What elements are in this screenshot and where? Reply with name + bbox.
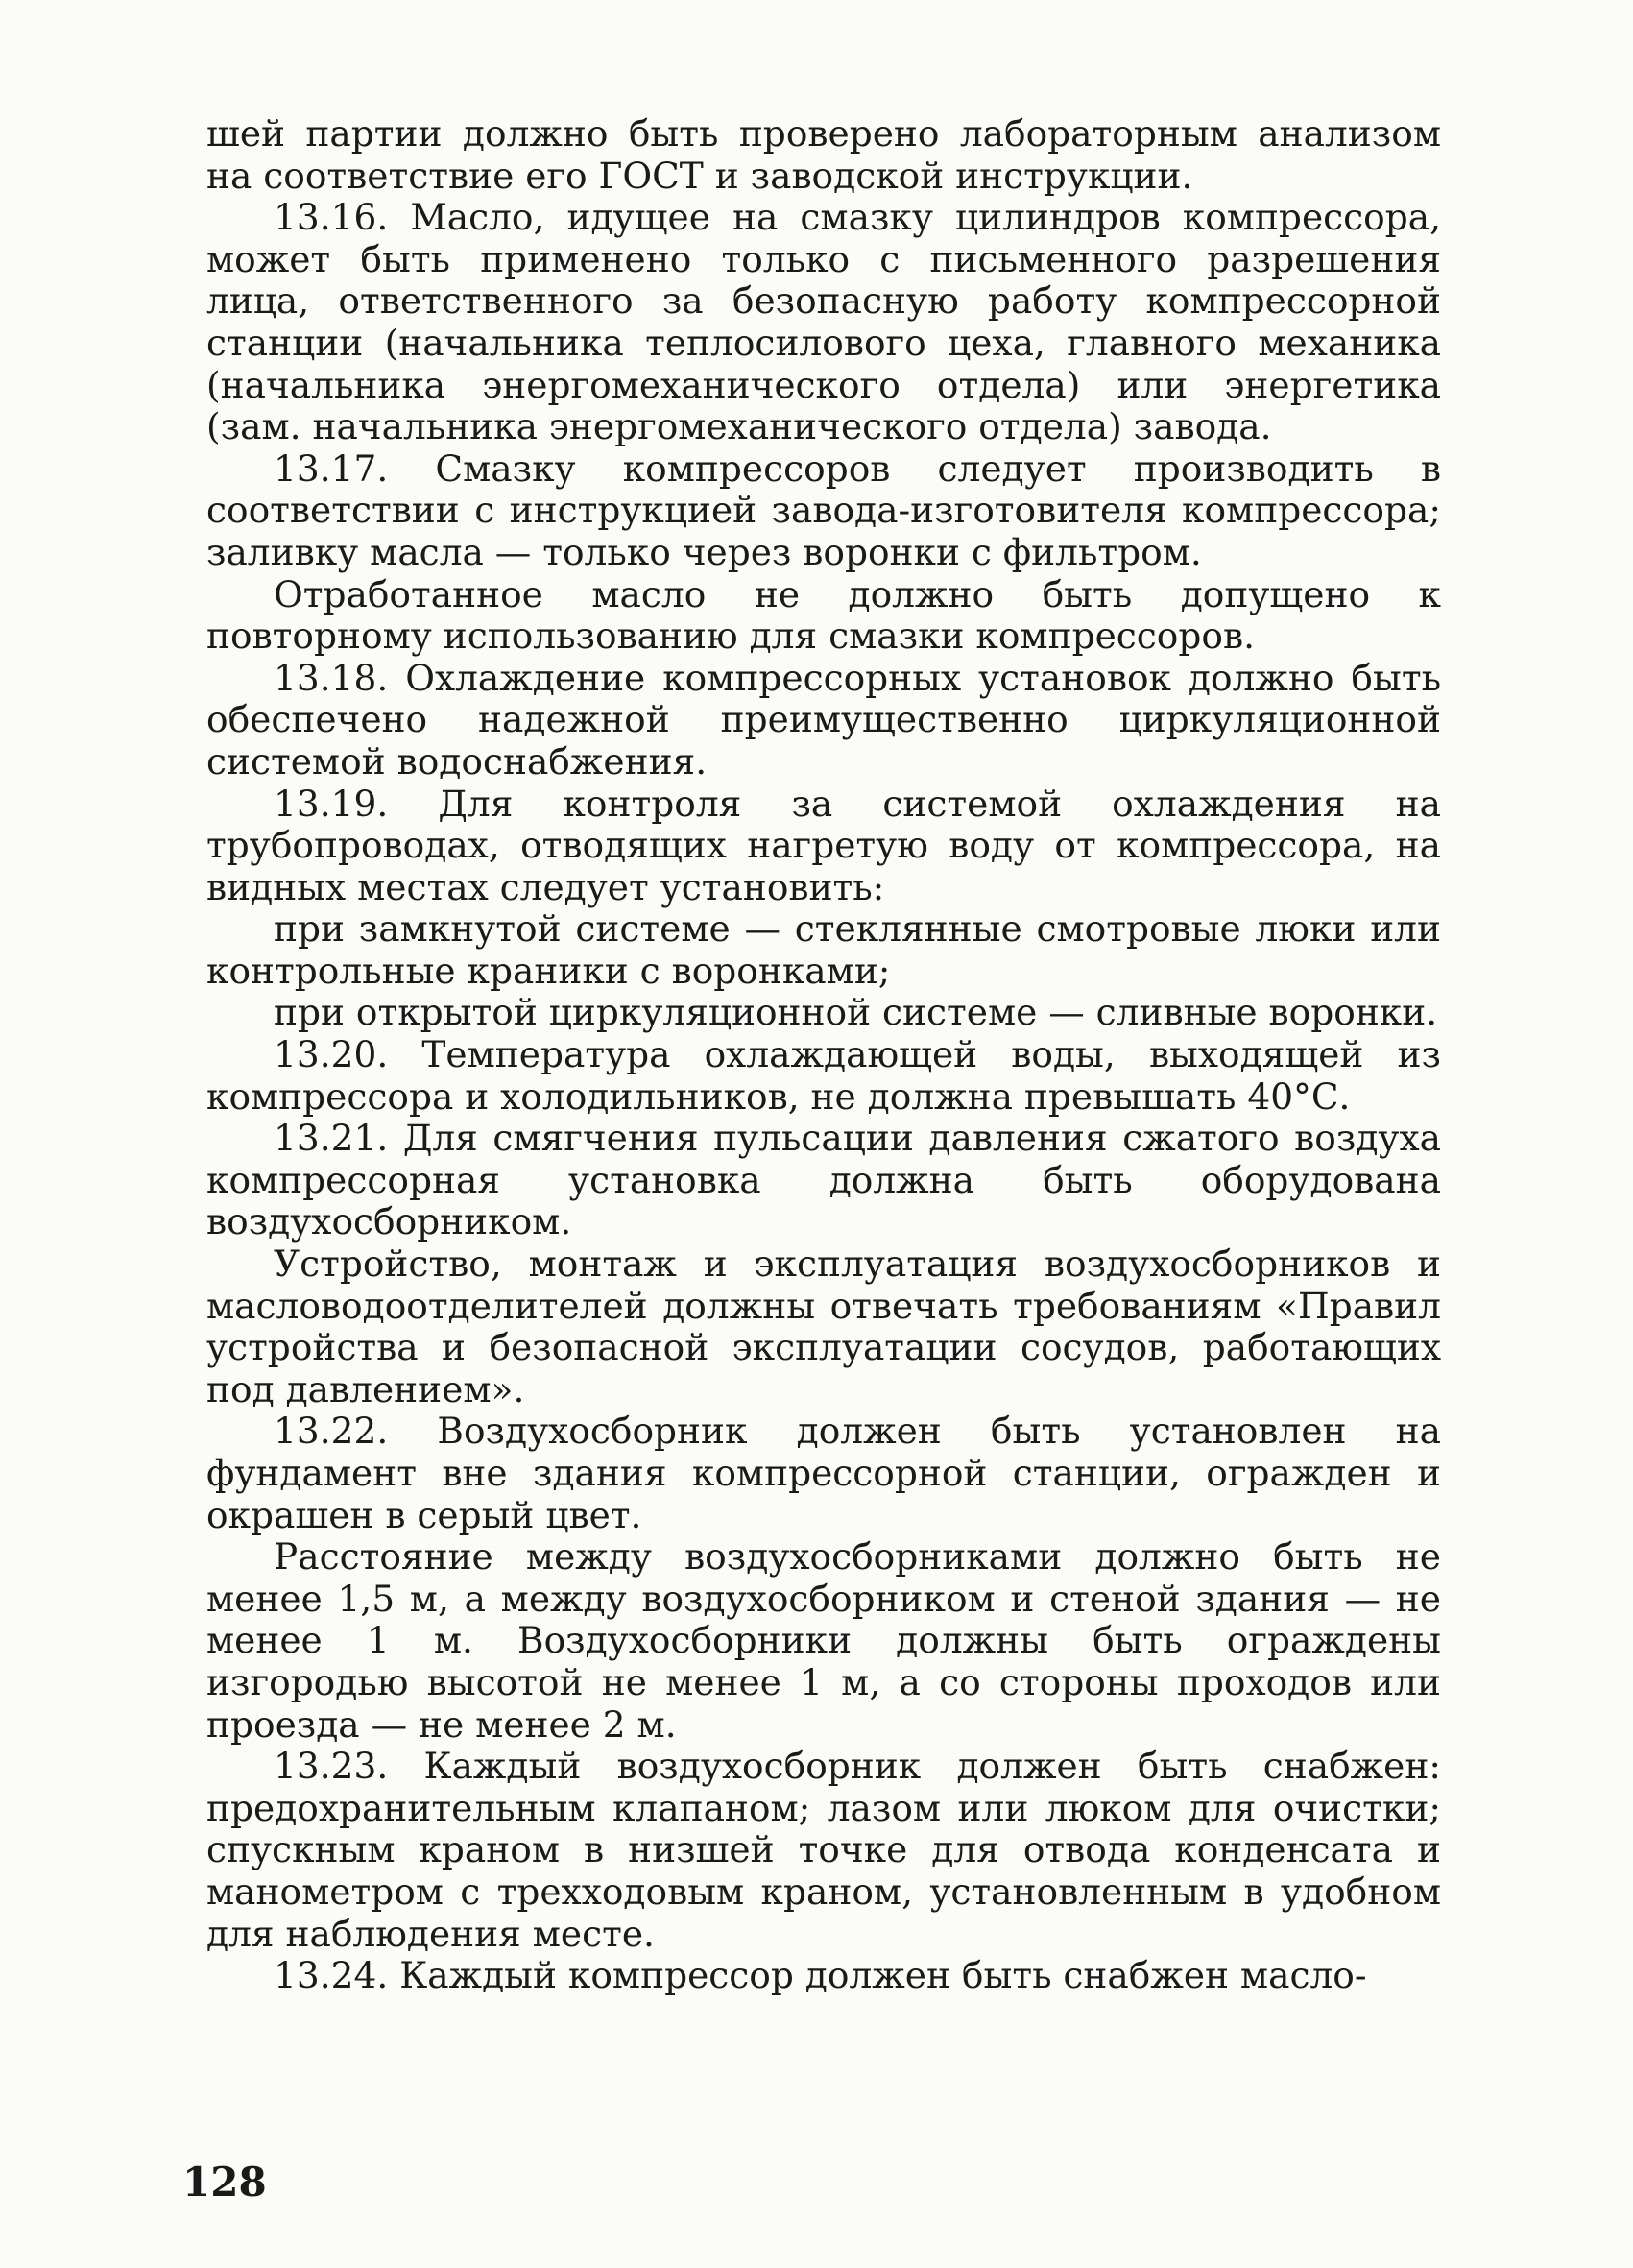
paragraph-closed-system: при замкнутой системе — стеклянные смотровые люки или контрольные краники с воронками; <box>206 907 1441 992</box>
paragraph-13-19: 13.19. Для контроля за системой охлаждения на трубопроводах, отводящих нагретую воду от компрессора, на видных местах следует установить: <box>206 782 1441 908</box>
paragraph-receiver-rules: Устройство, монтаж и эксплуатация воздухосборников и масловодоотделителей должны отвечать требованиям «Правил устройства и безопасной эксплуатации сосудов, работающих под давлением». <box>206 1243 1441 1411</box>
paragraph-used-oil: Отработанное масло не должно быть допущено к повторному использованию для смазки компрессоров. <box>206 572 1441 658</box>
paragraph-13-23: 13.23. Каждый воздухосборник должен быть снабжен: предохранительным клапаном; лазом или люком для очистки; спускным краном в низшей точке для отвода конденсата и манометром с трехходовым краном, установленным в удобном для наблюдения месте. <box>206 1745 1441 1955</box>
paragraph-13-24: 13.24. Каждый компрессор должен быть снабжен масло- <box>274 1954 1367 1997</box>
paragraph-open-system: при открытой циркуляционной системе — сливные воронки. <box>274 991 1438 1034</box>
paragraph-13-21: 13.21. Для смягчения пульсации давления сжатого воздуха компрессорная установка должна быть оборудована воздухосборником. <box>206 1117 1441 1243</box>
body-text <box>206 113 1441 1997</box>
paragraph-continuation: шей партии должно быть проверено лабораторным анализом на соответствие его ГОСТ и заводской инструкции. <box>206 112 1441 197</box>
paragraph-13-22: 13.22. Воздухосборник должен быть установлен на фундамент вне здания компрессорной станции, огражден и окрашен в серый цвет. <box>206 1410 1441 1536</box>
paragraph-13-20: 13.20. Температура охлаждающей воды, выходящей из компрессора и холодильников, не должна превышать 40°С. <box>206 1033 1441 1118</box>
paragraph-receiver-distance: Расстояние между воздухосборниками должно быть не менее 1,5 м, а между воздухосборником и стеной здания — не менее 1 м. Воздухосборники должны быть ограждены изгородью высотой не менее 1 м, а со стороны проходов или проезда — не менее 2 м. <box>206 1535 1441 1746</box>
paragraph-13-17: 13.17. Смазку компрессоров следует производить в соответствии с инструкцией завода-изготовителя компрессора; заливку масла — только через воронки с фильтром. <box>206 446 1441 573</box>
paragraph-13-18: 13.18. Охлаждение компрессорных установок должно быть обеспечено надежной преимущественно циркуляционной системой водоснабжения. <box>206 656 1441 783</box>
paragraph-13-16: 13.16. Масло, идущее на смазку цилиндров компрессора, может быть применено только с письменного разрешения лица, ответственного за безопасную работу компрессорной станции (начальника теплосилового цеха, главного механика (начальника энергомеханического отдела) или энергетика (зам. начальника энергомеханического отдела) завода. <box>206 196 1441 448</box>
page-number: 128 <box>182 2159 267 2206</box>
